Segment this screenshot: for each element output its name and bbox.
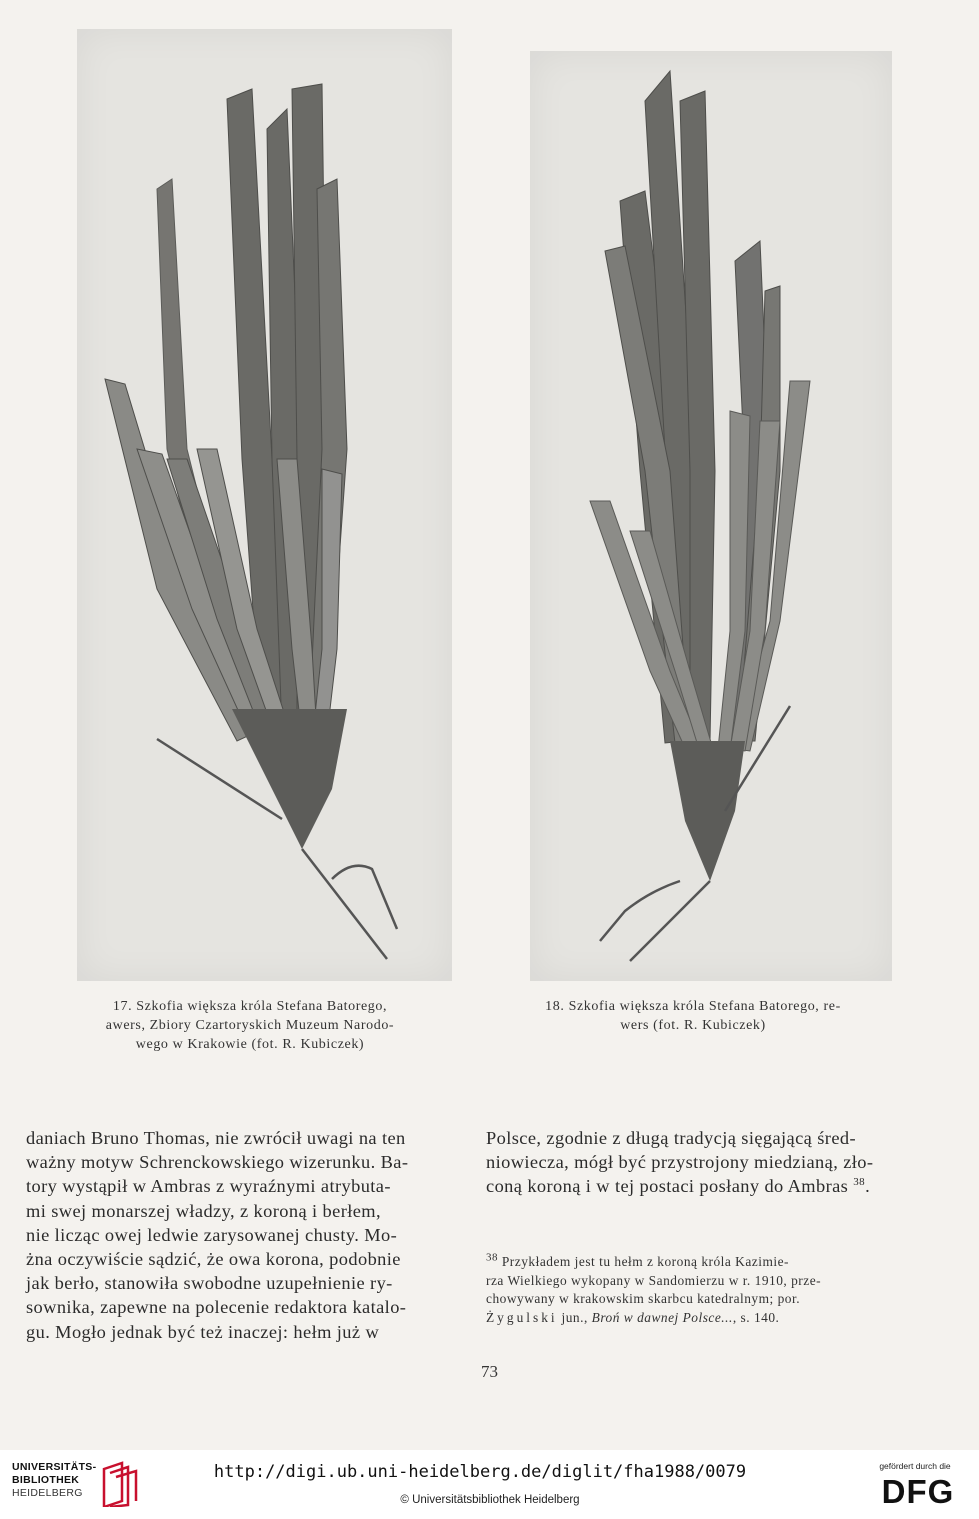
university-library-logo bbox=[12, 1461, 142, 1511]
footnote-number: 38 bbox=[486, 1251, 498, 1264]
text-line: żna oczywiście sądzić, że owa korona, podobnie bbox=[26, 1249, 401, 1270]
footnote-reference: 38 bbox=[853, 1176, 866, 1189]
funded-by-label: gefördert durch die bbox=[879, 1461, 951, 1471]
body-text-left-column bbox=[26, 1126, 464, 1344]
logo-line: HEIDELBERG bbox=[12, 1487, 83, 1499]
footnote-book-title: Broń w dawnej Polsce... bbox=[591, 1309, 733, 1325]
text-line: gu. Mogło jednak być też inaczej: hełm już w bbox=[26, 1321, 380, 1342]
caption-line: 17. Szkofia większa króla Stefana Batorego, bbox=[112, 999, 388, 1014]
footnote-line: rza Wielkiego wykopany w Sandomierzu w r. 1910, prze- bbox=[486, 1272, 822, 1288]
footnote-author: Żygulski bbox=[486, 1309, 558, 1325]
footer-bar bbox=[0, 1450, 979, 1519]
plume-image-obverse bbox=[77, 29, 452, 981]
logo-line: BIBLIOTHEK bbox=[12, 1474, 80, 1486]
text-line: niowiecza, mógł być przystrojony miedzianą, zło- bbox=[486, 1152, 874, 1173]
text-line bbox=[486, 1174, 918, 1198]
text-line: sownika, zapewne na polecenie redaktora katalo- bbox=[26, 1297, 407, 1318]
figure-18-caption bbox=[488, 997, 898, 1035]
logo-line: UNIVERSITÄTS- bbox=[12, 1461, 97, 1473]
footnote-38 bbox=[486, 1253, 918, 1327]
footnote-pages: , s. 140. bbox=[732, 1309, 780, 1325]
text-line: mi swej monarszej władzy, z koroną i berłem, bbox=[26, 1200, 381, 1221]
figure-17-photo bbox=[77, 29, 452, 981]
caption-line: 18. Szkofia większa króla Stefana Batorego, re- bbox=[545, 999, 841, 1014]
footnote-line bbox=[486, 1309, 918, 1328]
body-text-right-column bbox=[486, 1126, 918, 1199]
footnote-line bbox=[486, 1253, 918, 1272]
copyright-notice: © Universitätsbibliothek Heidelberg bbox=[400, 1494, 580, 1506]
dfg-logo: DFG bbox=[881, 1473, 955, 1510]
caption-line: wers (fot. R. Kubiczek) bbox=[620, 1018, 766, 1033]
text-line: daniach Bruno Thomas, nie zwrócił uwagi na ten bbox=[26, 1128, 406, 1148]
page-number: 73 bbox=[481, 1362, 498, 1381]
figure-18-photo bbox=[530, 51, 892, 981]
footnote-author-suffix: jun., bbox=[561, 1309, 588, 1325]
text-line: nie licząc owej ledwie zarysowanej chusty. Mo- bbox=[26, 1224, 398, 1245]
text-line: Polsce, zgodnie z długą tradycją sięgającą śred- bbox=[486, 1128, 857, 1148]
caption-line: wego w Krakowie (fot. R. Kubiczek) bbox=[135, 1037, 365, 1052]
footnote-line: chowywany w krakowskim skarbcu katedralnym; por. bbox=[486, 1291, 801, 1307]
text-segment: . bbox=[865, 1176, 871, 1197]
text-line: jak berło, stanowiła swobodne uzupełnienie ry- bbox=[26, 1273, 393, 1294]
document-url-link[interactable]: http://digi.ub.uni-heidelberg.de/diglit/fha1988/0079 bbox=[213, 1462, 747, 1482]
text-line: ważny motyw Schrenckowskiego wizerunku. Ba- bbox=[26, 1152, 409, 1173]
plume-image-reverse bbox=[530, 51, 892, 981]
figure-17-caption bbox=[45, 997, 455, 1054]
text-line: tory wystąpił w Ambras z wyraźnymi atrybuta- bbox=[26, 1176, 391, 1197]
caption-line: awers, Zbiory Czartoryskich Muzeum Narodo- bbox=[105, 1018, 395, 1033]
text-segment: coną koroną i w tej postaci posłany do Ambras bbox=[486, 1176, 849, 1197]
library-emblem-icon bbox=[100, 1461, 140, 1507]
footnote-text: Przykładem jest tu hełm z koroną króla Kazimie- bbox=[501, 1254, 789, 1269]
